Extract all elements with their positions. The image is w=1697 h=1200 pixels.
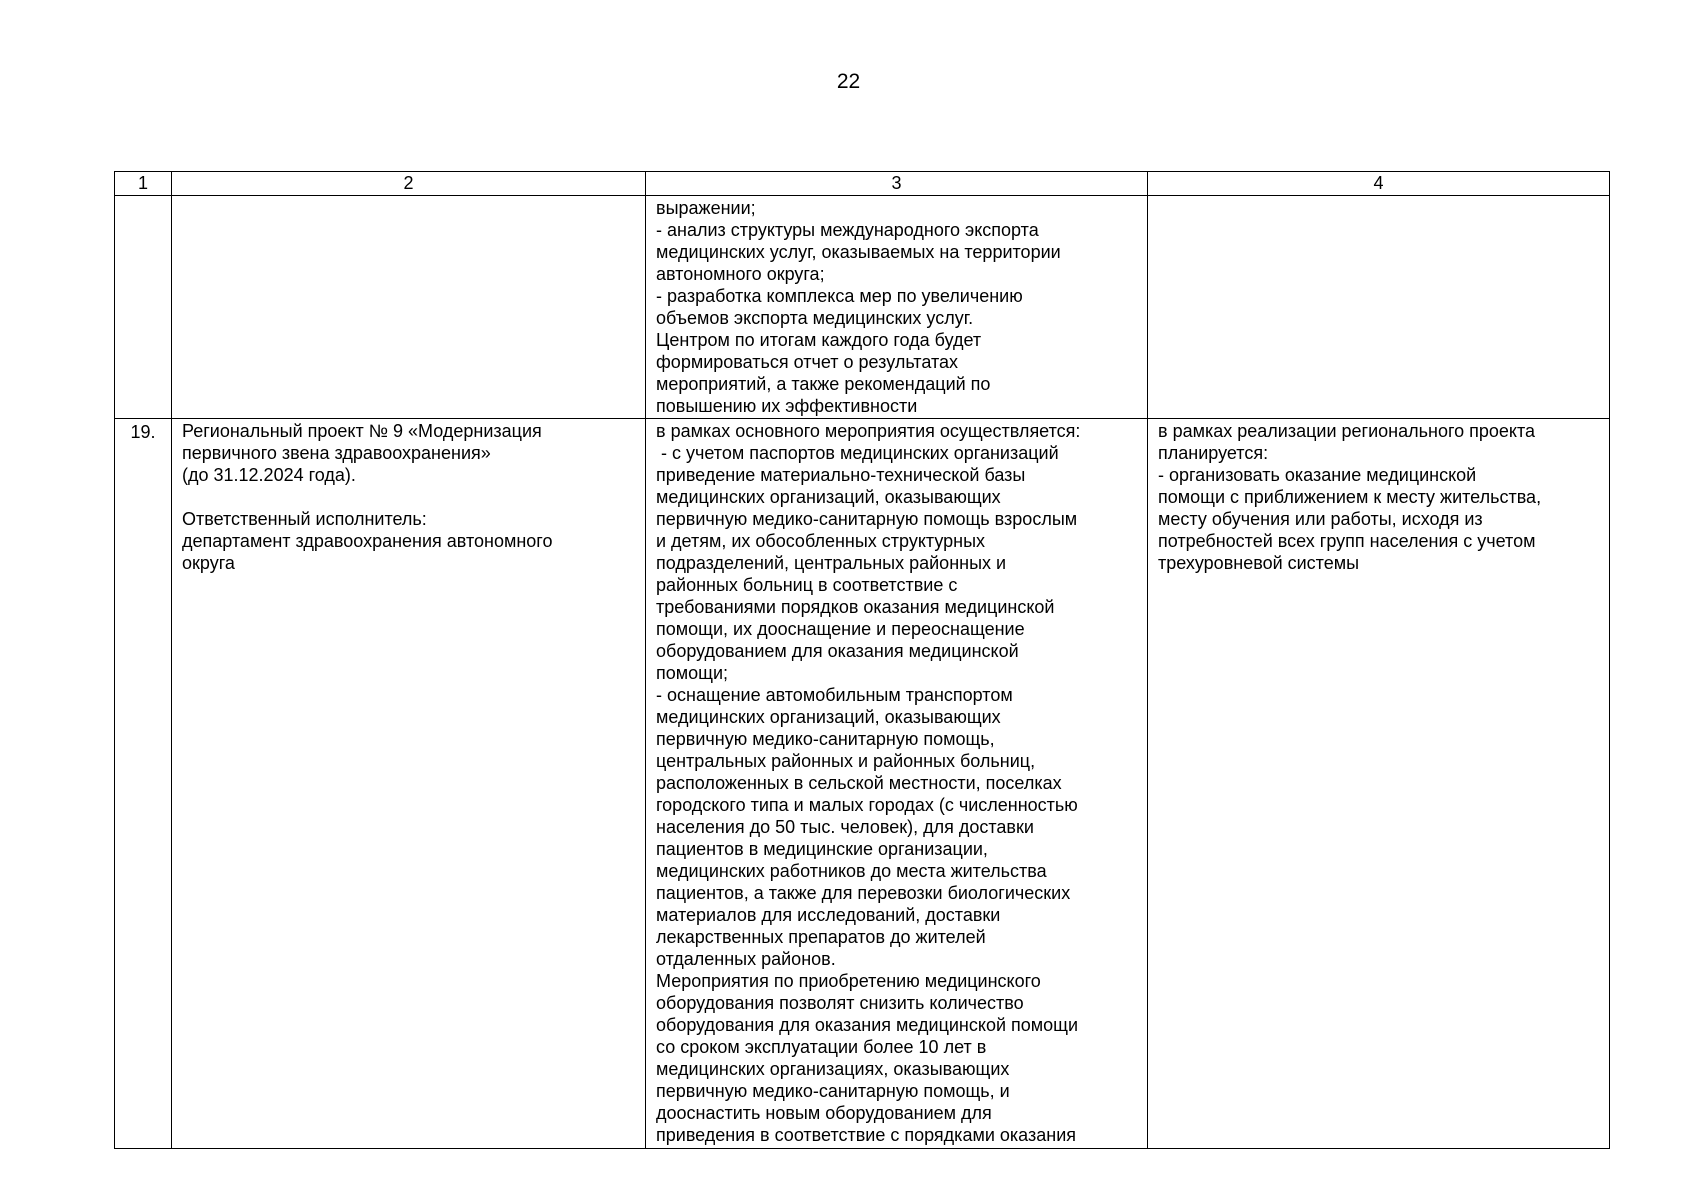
text-line: помощи, их дооснащение и переоснащение [656, 619, 1025, 639]
header-col-1: 1 [115, 172, 172, 196]
text-line: формироваться отчет о результатах [656, 352, 959, 372]
text-line: - оснащение автомобильным транспортом [656, 685, 1013, 705]
text-line: - с учетом паспортов медицинских организаций [656, 443, 1059, 463]
text-line: - организовать оказание медицинской [1158, 465, 1477, 485]
text-line: Центром по итогам каждого года будет [656, 330, 982, 350]
text-line: повышению их эффективности [656, 396, 918, 416]
text-line: оборудованием для оказания медицинской [656, 641, 1019, 661]
text-line: требованиями порядков оказания медицинской [656, 597, 1055, 617]
text-line: первичную медико-санитарную помощь, [656, 729, 995, 749]
text-block [656, 197, 1137, 417]
continuation-cell-result [1148, 196, 1610, 419]
text-line: - разработка комплекса мер по увеличению [656, 286, 1023, 306]
text-line: трехуровневой системы [1158, 553, 1360, 573]
text-line: округа [182, 553, 235, 573]
text-line: потребностей всех групп населения с учетом [1158, 531, 1536, 551]
spacer [182, 486, 635, 508]
text-line: первичную медико-санитарную помощь взрослым [656, 509, 1078, 529]
text-line: и детям, их обособленных структурных [656, 531, 986, 551]
header-col-3: 3 [646, 172, 1148, 196]
text-line: со сроком эксплуатации более 10 лет в [656, 1037, 987, 1057]
header-col-4: 4 [1148, 172, 1610, 196]
measures-table [114, 171, 1610, 1149]
text-line: городского типа и малых городах (с численностью [656, 795, 1078, 815]
text-line: подразделений, центральных районных и [656, 553, 1007, 573]
text-line: первичного звена здравоохранения» [182, 443, 491, 463]
continuation-cell-name [172, 196, 646, 419]
text-block [656, 420, 1137, 1146]
text-line: оборудования позволят снизить количество [656, 993, 1024, 1013]
text-line: автономного округа; [656, 264, 825, 284]
text-line: помощи с приближением к месту жительства, [1158, 487, 1542, 507]
text-line: медицинских организаций, оказывающих [656, 487, 1001, 507]
table-header-row [115, 172, 1610, 196]
text-line: районных больниц в соответствие с [656, 575, 958, 595]
text-line: (до 31.12.2024 года). [182, 465, 356, 485]
text-line: объемов экспорта медицинских услуг. [656, 308, 974, 328]
text-line: медицинских организаций, оказывающих [656, 707, 1001, 727]
text-line: медицинских работников до места жительства [656, 861, 1047, 881]
text-line: выражении; [656, 198, 756, 218]
text-line: населения до 50 тыс. человек), для доставки [656, 817, 1034, 837]
text-line: центральных районных и районных больниц, [656, 751, 1036, 771]
text-line: лекарственных препаратов до жителей [656, 927, 986, 947]
row-number: 19. [115, 419, 172, 1149]
text-line: департамент здравоохранения автономного [182, 531, 553, 551]
text-line: дооснастить новым оборудованием для [656, 1103, 992, 1123]
text-line: в рамках основного мероприятия осуществляется: [656, 421, 1081, 441]
text-line: Ответственный исполнитель: [182, 509, 427, 529]
project-name-cell [172, 419, 646, 1149]
text-block [182, 420, 635, 486]
table-row-19 [115, 419, 1610, 1149]
text-line: мероприятий, а также рекомендаций по [656, 374, 991, 394]
text-line: планируется: [1158, 443, 1269, 463]
text-line: оборудования для оказания медицинской помощи [656, 1015, 1079, 1035]
activity-description-cell [646, 419, 1148, 1149]
text-line: отдаленных районов. [656, 949, 836, 969]
text-line: Региональный проект № 9 «Модернизация [182, 421, 542, 441]
text-line: материалов для исследований, доставки [656, 905, 1001, 925]
text-line: приведения в соответствие с порядками оказания [656, 1125, 1076, 1145]
text-line: приведение материально-технической базы [656, 465, 1026, 485]
text-line: пациентов, а также для перевозки биологических [656, 883, 1071, 903]
expected-result-cell [1148, 419, 1610, 1149]
text-line: первичную медико-санитарную помощь, и [656, 1081, 1010, 1101]
text-line: расположенных в сельской местности, поселках [656, 773, 1062, 793]
text-block [1158, 420, 1599, 574]
text-block [182, 508, 635, 574]
text-line: - анализ структуры международного экспорта [656, 220, 1039, 240]
text-line: помощи; [656, 663, 729, 683]
text-line: в рамках реализации регионального проекта [1158, 421, 1536, 441]
text-line: пациентов в медицинские организации, [656, 839, 988, 859]
continuation-cell-description [646, 196, 1148, 419]
text-line: Мероприятия по приобретению медицинского [656, 971, 1041, 991]
text-line: месту обучения или работы, исходя из [1158, 509, 1483, 529]
continuation-cell-num [115, 196, 172, 419]
text-line: медицинских услуг, оказываемых на территории [656, 242, 1061, 262]
text-line: медицинских организациях, оказывающих [656, 1059, 1010, 1079]
table-row-continuation [115, 196, 1610, 419]
header-col-2: 2 [172, 172, 646, 196]
page-number: 22 [836, 70, 861, 93]
